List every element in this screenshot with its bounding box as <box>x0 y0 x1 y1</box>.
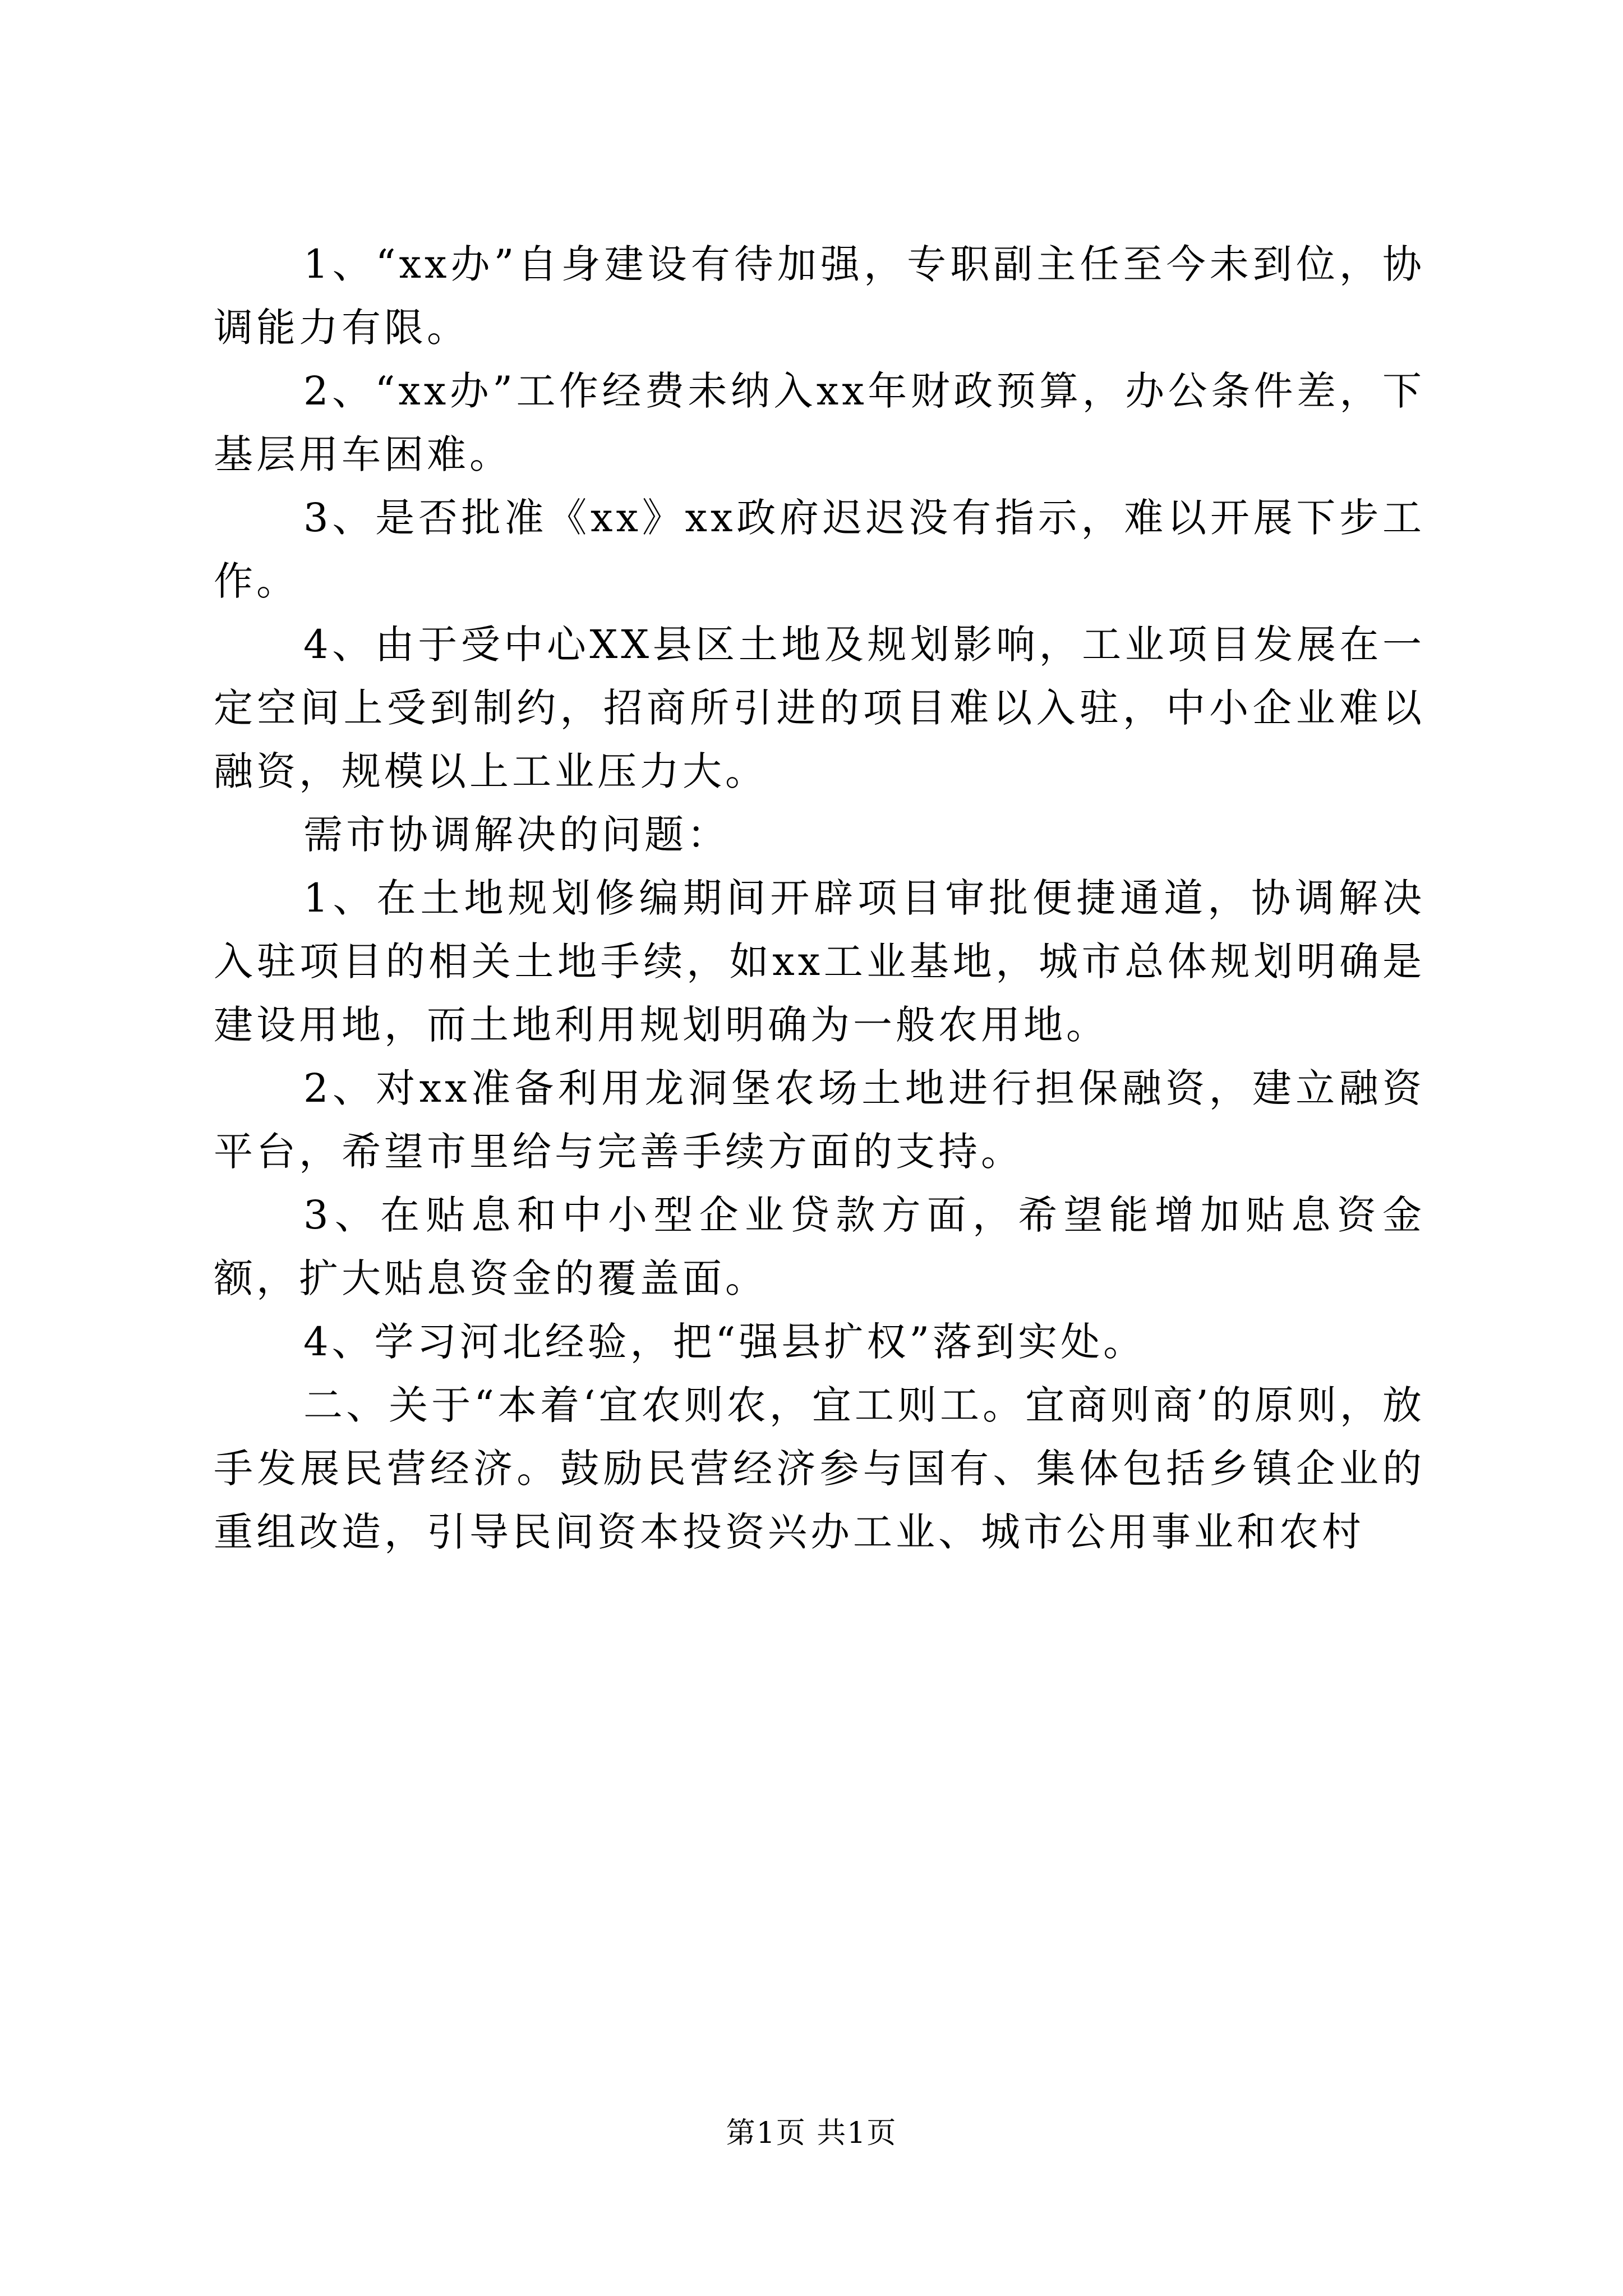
paragraph-issue-2: 2、对xx准备利用龙洞堡农场土地进行担保融资，建立融资平台，希望市里给与完善手续方面的支持。 <box>214 1065 1425 1175</box>
paragraph-1: 1、“xx办”自身建设有待加强，专职副主任至今未到位，协调能力有限。 <box>214 241 1425 351</box>
page-footer: 第1页 共1页 <box>726 2116 897 2150</box>
paragraph-3: 3、是否批准《xx》xx政府迟迟没有指示，难以开展下步工作。 <box>214 495 1425 604</box>
document-body <box>214 233 1425 1564</box>
paragraph-section-two: 二、关于“本着‘宜农则农，宜工则工。宜商则商’的原则，放手发展民营经济。鼓励民营经济参与国有、集体包括乡镇企业的重组改造，引导民间资本投资兴办工业、城市公用事业和农村 <box>214 1382 1425 1555</box>
paragraph-issue-3: 3、在贴息和中小型企业贷款方面，希望能增加贴息资金额，扩大贴息资金的覆盖面。 <box>214 1192 1425 1301</box>
paragraph-issue-4: 4、学习河北经验，把“强县扩权”落到实处。 <box>303 1319 1146 1365</box>
paragraph-4: 4、由于受中心XX县区土地及规划影响，工业项目发展在一定空间上受到制约，招商所引进的项目难以入驻，中小企业难以融资，规模以上工业压力大。 <box>214 622 1425 794</box>
paragraph-2: 2、“xx办”工作经费未纳入xx年财政预算，办公条件差，下基层用车困难。 <box>214 368 1425 477</box>
paragraph-issue-1: 1、在土地规划修编期间开辟项目审批便捷通道，协调解决入驻项目的相关土地手续，如xx工业基地，城市总体规划明确是建设用地，而土地利用规划明确为一般农用地。 <box>214 875 1425 1048</box>
section-heading-issues: 需市协调解决的问题： <box>303 812 730 858</box>
